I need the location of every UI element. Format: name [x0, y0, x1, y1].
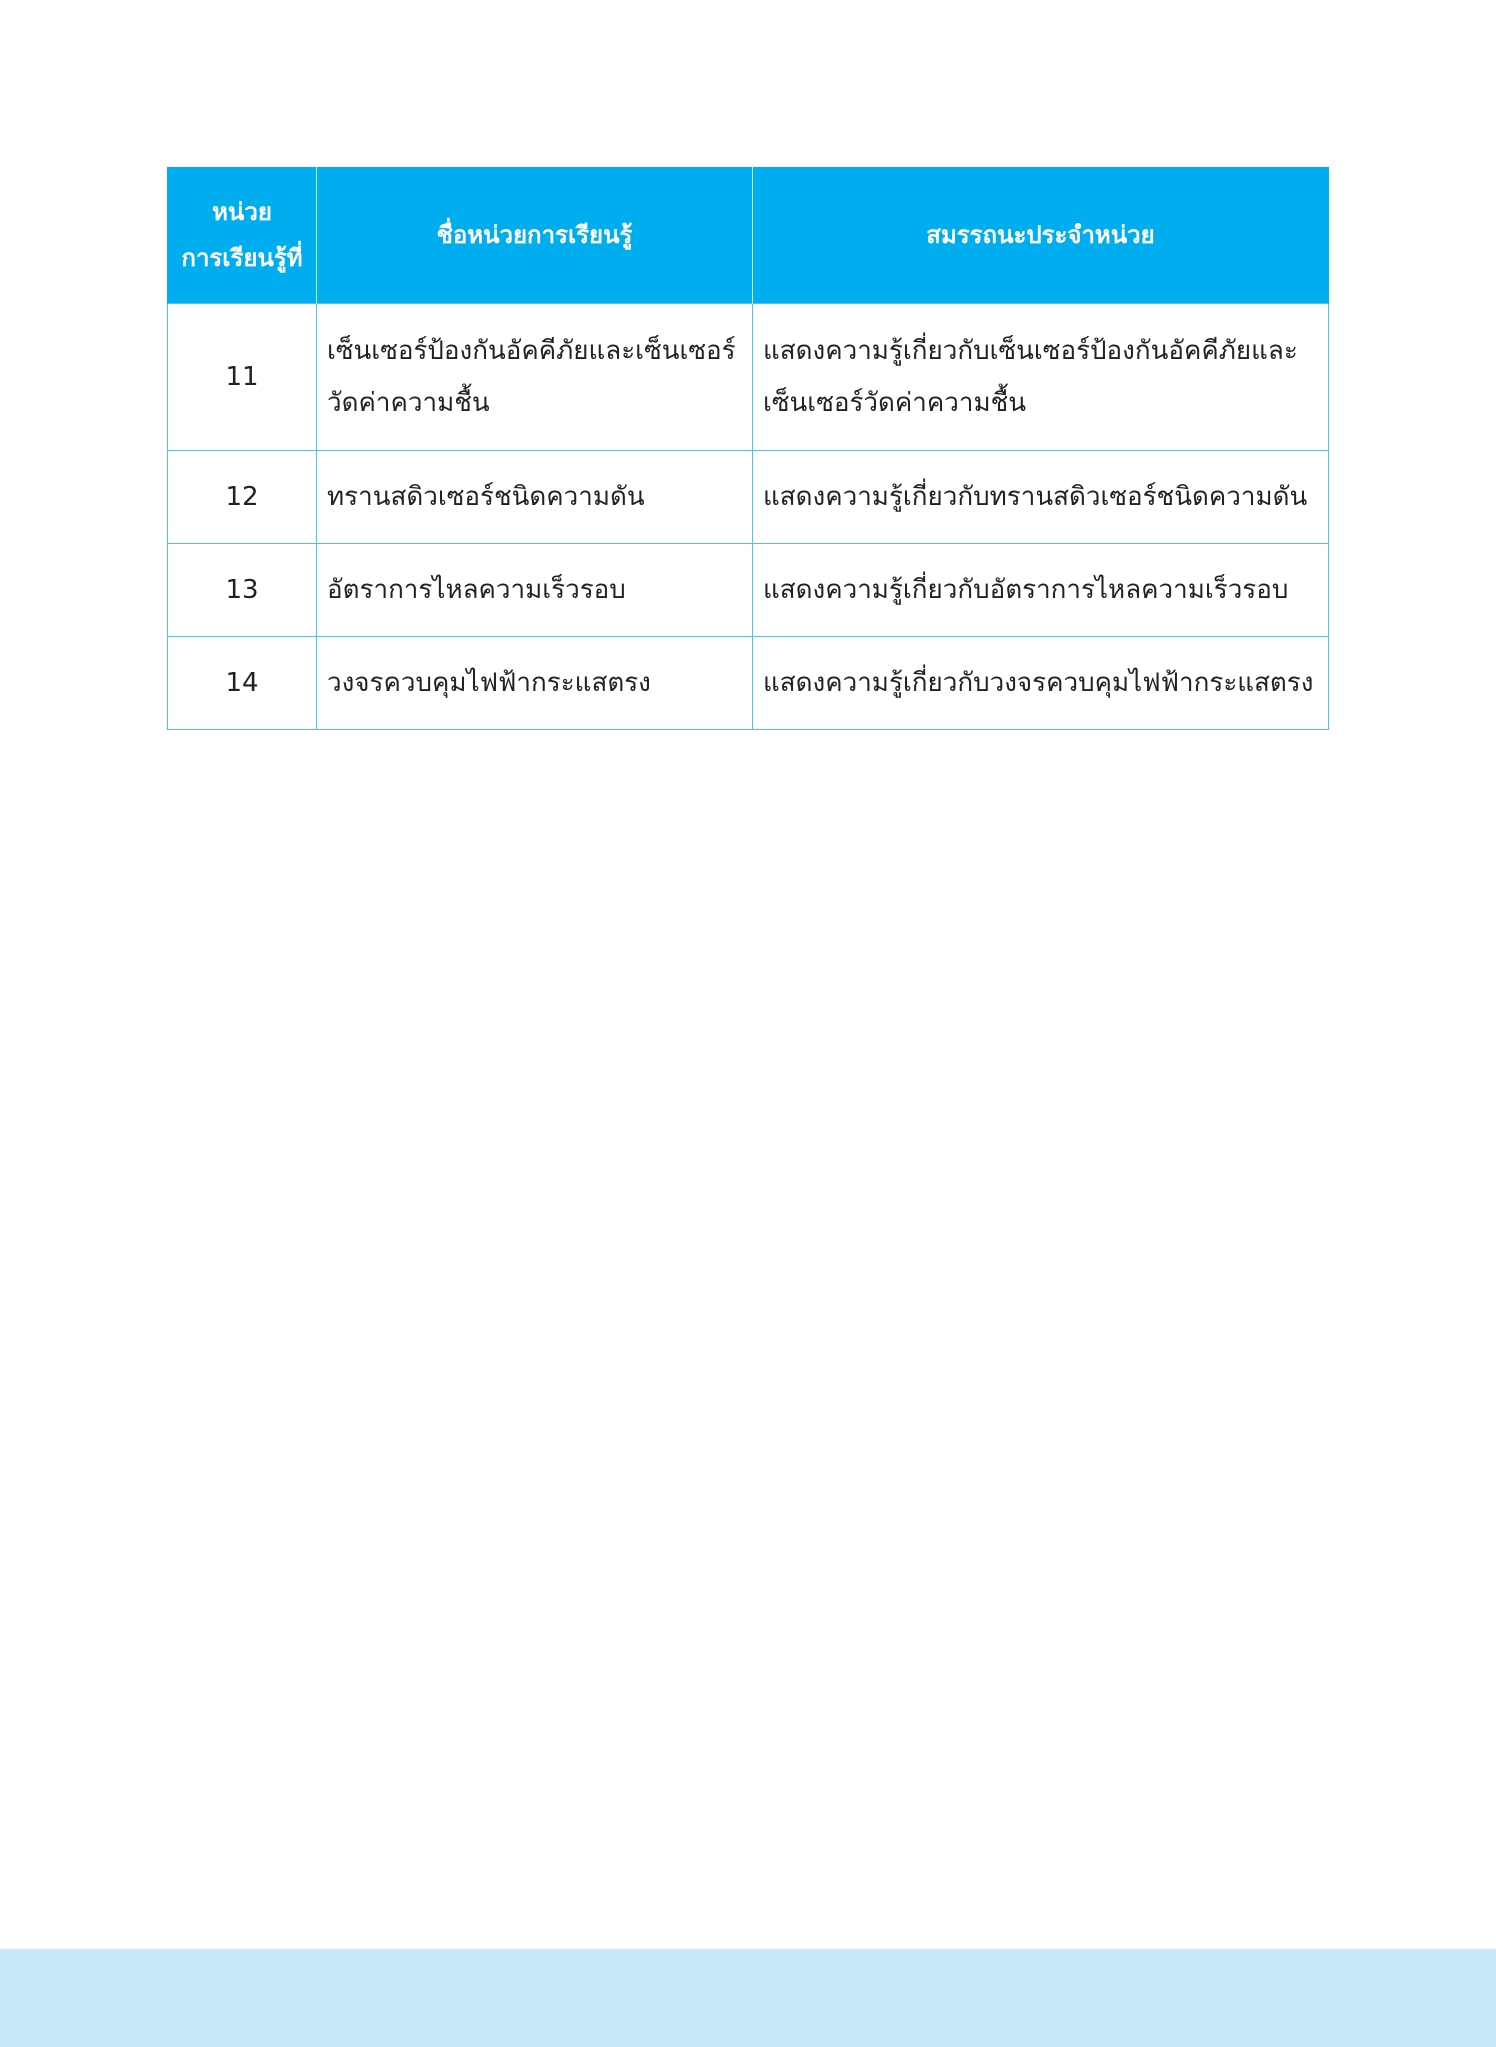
header-unit-name: ชื่อหน่วยการเรียนรู้ — [317, 167, 753, 304]
table-row — [168, 451, 1329, 544]
page-footer-band — [0, 1949, 1496, 2047]
unit-competency-line: เซ็นเซอร์วัดค่าความชื้น — [763, 388, 1027, 418]
unit-number-cell: 13 — [168, 544, 317, 637]
unit-competency-cell: แสดงความรู้เกี่ยวกับอัตราการไหลความเร็วรอบ — [753, 544, 1329, 637]
unit-name-cell — [317, 304, 753, 451]
table-row — [168, 637, 1329, 730]
unit-competency-cell — [753, 304, 1329, 451]
unit-table-container — [167, 167, 1328, 730]
unit-competency-cell: แสดงความรู้เกี่ยวกับวงจรควบคุมไฟฟ้ากระแสตรง — [753, 637, 1329, 730]
unit-name-cell: อัตราการไหลความเร็วรอบ — [317, 544, 753, 637]
table-header-row — [168, 167, 1329, 304]
unit-name-line: วัดค่าความชื้น — [327, 388, 490, 418]
header-unit-line2: การเรียนรู้ที่ — [181, 244, 303, 272]
header-unit-number — [168, 167, 317, 304]
unit-name-cell: วงจรควบคุมไฟฟ้ากระแสตรง — [317, 637, 753, 730]
unit-competency-line: แสดงความรู้เกี่ยวกับเซ็นเซอร์ป้องกันอัคคีภัยและ — [763, 336, 1298, 366]
unit-number-cell: 14 — [168, 637, 317, 730]
unit-name-cell: ทรานสดิวเซอร์ชนิดความดัน — [317, 451, 753, 544]
unit-competency-cell: แสดงความรู้เกี่ยวกับทรานสดิวเซอร์ชนิดความดัน — [753, 451, 1329, 544]
unit-table — [167, 167, 1329, 730]
table-row — [168, 544, 1329, 637]
unit-number-cell: 11 — [168, 304, 317, 451]
table-row — [168, 304, 1329, 451]
unit-number-cell: 12 — [168, 451, 317, 544]
header-unit-competency: สมรรถนะประจำหน่วย — [753, 167, 1329, 304]
unit-name-line: เซ็นเซอร์ป้องกันอัคคีภัยและเซ็นเซอร์ — [327, 336, 736, 366]
header-unit-line1: หน่วย — [212, 198, 272, 226]
